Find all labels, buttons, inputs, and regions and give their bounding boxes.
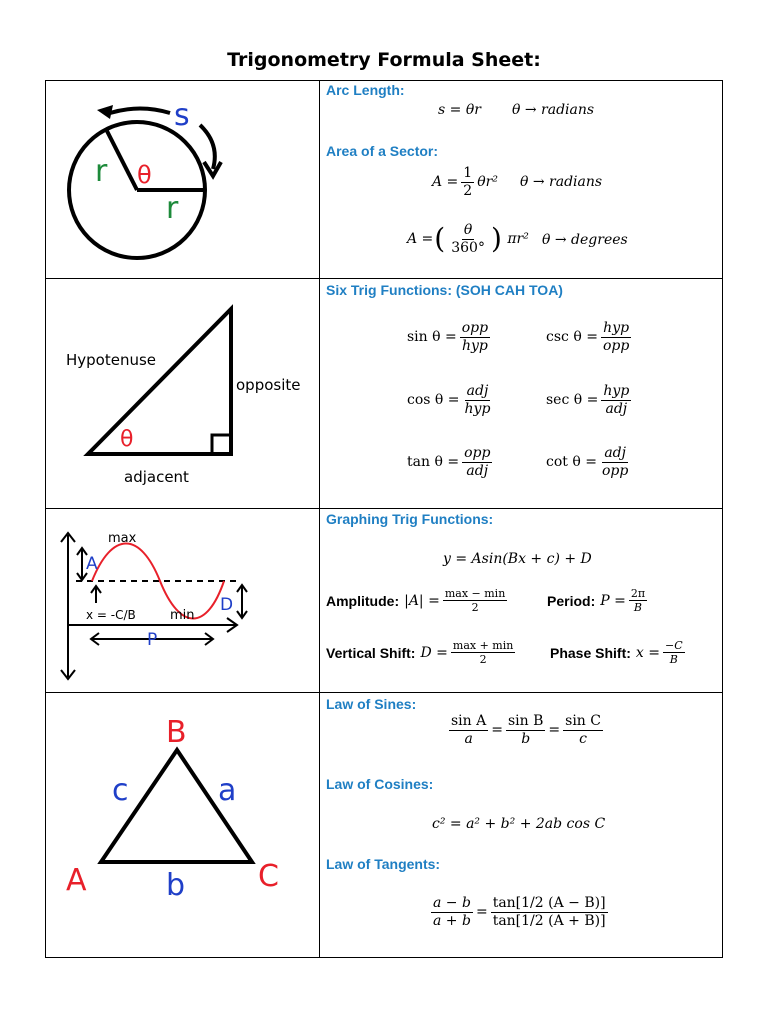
label-r: r [166, 191, 179, 226]
law-of-sines-formula: $\frac{\text{sin A}}{a}$ = $\frac{\text{sin B}}{b}$ = $\frac{\text{sin C}}{c}$ [451, 713, 601, 747]
adjacent-label: adjacent [124, 468, 189, 486]
hypotenuse-label: Hypotenuse [66, 351, 157, 369]
amplitude-letter: A [86, 554, 98, 574]
radius-line [107, 131, 137, 190]
law-of-tangents-formula: $\frac{a - b}{a + b}$ = $\frac{\tan[1/2 (A - B)]}{\tan[1/2 (A + B)]}$ [433, 895, 606, 929]
side-c-label: c [112, 773, 129, 808]
opposite-label: opposite [236, 376, 301, 394]
right-triangle-diagram [60, 300, 310, 495]
max-label: max [108, 531, 137, 546]
label-theta: θ [120, 427, 134, 452]
six-trig-label: Six Trig Functions: (SOH CAH TOA) [326, 282, 563, 298]
sine-general-formula: y = Asin(Bx + c) + D [443, 551, 592, 567]
label-s: s [174, 98, 190, 133]
shift-letter: D [220, 595, 234, 615]
side-b-label: b [166, 868, 186, 903]
row-divider [46, 692, 722, 693]
label-theta: θ [137, 161, 152, 189]
sector-formula-degrees: A = ( $\frac{\theta}{360^\circ}$ ) πr² [407, 222, 529, 256]
vertex-A-label: A [66, 863, 87, 898]
sin-formula: sin θ = $\frac{\text{opp}}{\text{hyp}}$ [407, 320, 489, 354]
oblique-triangle-diagram [60, 710, 310, 905]
arc-length-formula: s = θr [438, 102, 481, 118]
graphing-label: Graphing Trig Functions: [326, 511, 494, 527]
period-formula: Period: P = $\frac{2\pi}{B}$ [547, 587, 646, 615]
side-a-label: a [218, 773, 237, 808]
law-of-tangents-label: Law of Tangents: [326, 856, 441, 872]
cot-formula: cot θ = $\frac{\text{adj}}{\text{opp}}$ [546, 445, 629, 479]
arc-length-unit: θ → radians [512, 102, 595, 118]
triangle-shape [88, 309, 231, 454]
sector-unit-radians: θ → radians [520, 174, 603, 190]
sector-unit-degrees: θ → degrees [542, 232, 628, 248]
page-title: Trigonometry Formula Sheet: [227, 49, 541, 71]
sec-formula: sec θ = $\frac{\text{hyp}}{\text{adj}}$ [546, 383, 630, 417]
tan-formula: tan θ = $\frac{\text{opp}}{\text{adj}}$ [407, 445, 491, 479]
vertical-shift-formula: Vertical Shift: D = $\frac{\max + \min}{2}$ [326, 639, 514, 667]
min-label: min [170, 608, 195, 623]
sector-formula-radians: A = $\frac{1}{2}$ θr² [432, 165, 498, 199]
label-r: r [95, 154, 108, 189]
column-divider [319, 81, 320, 957]
law-of-cosines-formula: c² = a² + b² + 2ab cos C [432, 816, 606, 832]
arc-length-diagram [55, 92, 315, 272]
phase-shift-formula: Phase Shift: x = $\frac{-C}{B}$ [550, 639, 683, 667]
phase-label: x = -C/B [86, 608, 136, 622]
cos-formula: cos θ = $\frac{\text{adj}}{\text{hyp}}$ [407, 383, 491, 417]
csc-formula: csc θ = $\frac{\text{hyp}}{\text{opp}}$ [546, 320, 630, 354]
period-letter: P [147, 630, 158, 650]
arc-arrow [110, 109, 170, 114]
right-angle-marker [212, 435, 231, 454]
row-divider [46, 278, 722, 279]
law-of-sines-label: Law of Sines: [326, 696, 417, 712]
vertex-C-label: C [258, 859, 279, 894]
sector-area-label: Area of a Sector: [326, 143, 439, 159]
amplitude-formula: Amplitude: |A| = $\frac{\max - \min}{2}$ [326, 587, 506, 615]
row-divider [46, 508, 722, 509]
sine-graph-diagram [52, 525, 312, 685]
law-of-cosines-label: Law of Cosines: [326, 776, 434, 792]
vertex-B-label: B [166, 715, 187, 750]
arc-length-label: Arc Length: [326, 82, 405, 98]
arrow-head-icon [97, 105, 113, 119]
arc-arrow [200, 125, 215, 169]
